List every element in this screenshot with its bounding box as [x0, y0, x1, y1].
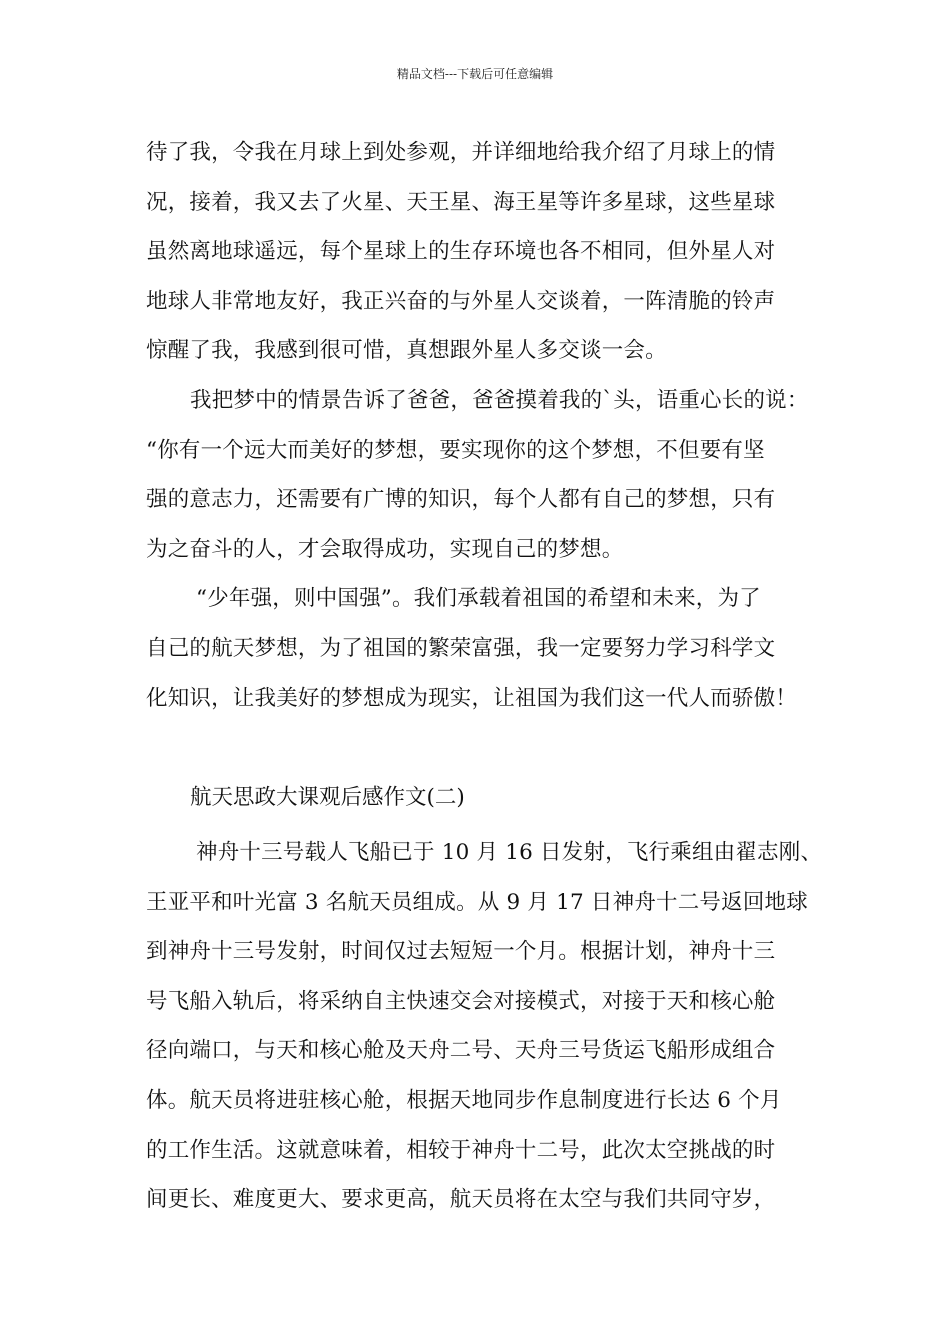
- text-line: 号飞船入轨后，将采纳自主快速交会对接模式，对接于天和核心舱: [146, 988, 776, 1014]
- text-line: 间更长、难度更大、要求更高，航天员将在太空与我们共同守岁，: [146, 1187, 776, 1213]
- text-line: 的工作生活。这就意味着，相较于神舟十二号，此次太空挑战的时: [146, 1137, 776, 1163]
- text-line: 况，接着，我又去了火星、天王星、海王星等许多星球，这些星球: [146, 189, 776, 215]
- body-text-lower: [146, 828, 826, 1225]
- text-line: “少年强，则中国强”。我们承载着祖国的希望和未来，为了: [196, 586, 761, 612]
- text-line: 虽然离地球遥远，每个星球上的生存环境也各不相同，但外星人对: [146, 239, 776, 265]
- page-header: 精品文档---下载后可任意编辑: [396, 67, 554, 81]
- text-line: 径向端口，与天和核心舱及天舟二号、天舟三号货运飞船形成组合: [146, 1038, 776, 1064]
- text-line: 体。航天员将进驻核心舱，根据天地同步作息制度进行长达 6 个月: [146, 1087, 782, 1113]
- text-line: 我把梦中的情景告诉了爸爸，爸爸摸着我的`头，语重心长的说：: [190, 387, 809, 413]
- text-line: 化知识，让我美好的梦想成为现实，让祖国为我们这一代人而骄傲！: [146, 685, 798, 711]
- text-line: 神舟十三号载人飞船已于 10 月 16 日发射，飞行乘组由翟志刚、: [196, 840, 823, 865]
- text-line: 地球人非常地友好，我正兴奋的与外星人交谈着，一阵清脆的铃声: [146, 288, 776, 314]
- text-line: 为之奋斗的人，才会取得成功，实现自己的梦想。: [146, 536, 624, 562]
- text-line: 强的意志力，还需要有广博的知识，每个人都有自己的梦想，只有: [146, 487, 776, 513]
- text-line: 惊醒了我，我感到很可惜，真想跟外星人多交谈一会。: [146, 338, 667, 364]
- text-line: 到神舟十三号发射，时间仅过去短短一个月。根据计划，神舟十三: [146, 939, 776, 965]
- text-line: 自己的航天梦想，为了祖国的繁荣富强，我一定要努力学习科学文: [146, 635, 776, 661]
- text-line: 待了我，令我在月球上到处参观，并详细地给我介绍了月球上的情: [146, 140, 776, 165]
- section-heading: 航天思政大课观后感作文(二): [190, 785, 465, 810]
- text-line: 王亚平和叶光富 3 名航天员组成。从 9 月 17 日神舟十二号返回地球: [146, 889, 808, 915]
- text-line: “你有一个远大而美好的梦想，要实现你的这个梦想，不但要有坚: [146, 437, 765, 463]
- body-text-upper: [146, 128, 826, 723]
